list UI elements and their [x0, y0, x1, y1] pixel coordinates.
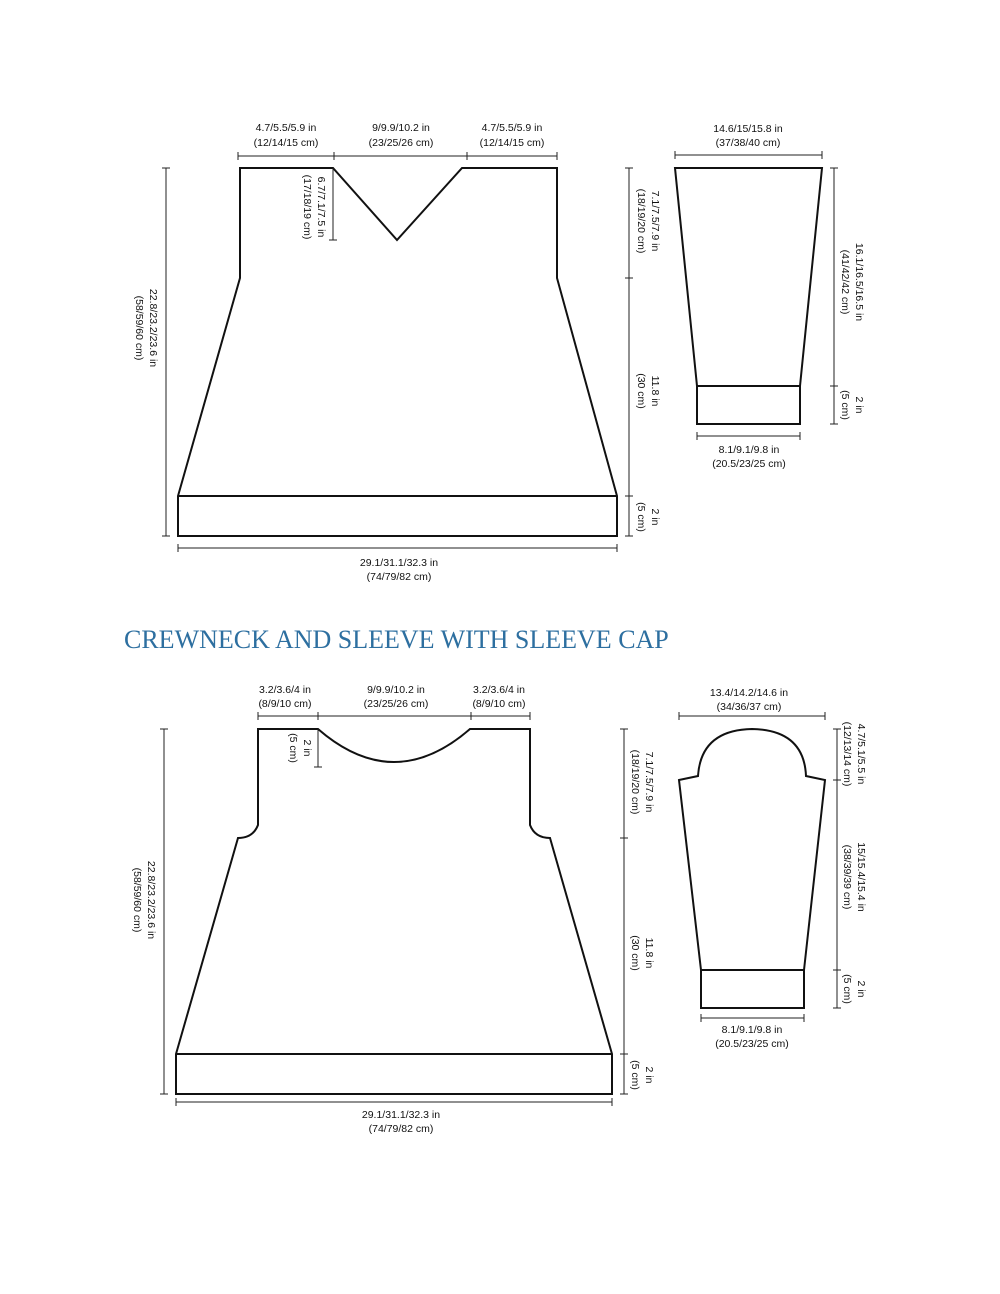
crew-sleeve-length-in: 15/15.4/15.4 in [855, 842, 867, 912]
crew-sleeve-top-cm: (34/36/37 cm) [716, 701, 782, 713]
crew-sleeve-top-in: 13.4/14.2/14.6 in [709, 687, 789, 699]
crew-cap-height-cm: (12/13/14 cm) [841, 721, 853, 787]
vneck-sleeve-top-line [675, 151, 822, 159]
crew-sleeve-length-cm: (38/39/39 cm) [841, 844, 853, 910]
vneck-neck-depth-in: 6.7/7.1/7.5 in [315, 176, 327, 238]
crew-cap-height-in: 4.7/5.1/5.5 in [855, 723, 867, 785]
vneck-top-dimension-line [238, 152, 557, 160]
crew-shoulder-right-in: 3.2/3.6/4 in [473, 684, 525, 696]
crew-rib-height-cm: (5 cm) [629, 1060, 641, 1090]
crew-cuff-width-cm: (20.5/23/25 cm) [715, 1038, 789, 1050]
crew-total-length-line [160, 729, 168, 1094]
vneck-sleeve-right-line [830, 168, 838, 424]
crew-neck-depth-line [314, 729, 322, 767]
crew-cuff-width-line [701, 1014, 804, 1022]
vneck-neck-width-in: 9/9.9/10.2 in [372, 122, 430, 134]
crew-neck-depth-in: 2 in [301, 739, 313, 757]
crew-bottom-width-line [176, 1098, 612, 1106]
vneck-shoulder-right-cm: (12/14/15 cm) [479, 137, 545, 149]
vneck-sleeve-top-cm: (37/38/40 cm) [715, 137, 781, 149]
crew-neck-depth-cm: (5 cm) [287, 733, 299, 763]
crew-top-dimension-line [258, 712, 530, 720]
crew-armhole-depth-cm: (18/19/20 cm) [629, 749, 641, 815]
crew-body-length-in: 11.8 in [643, 937, 655, 969]
crew-total-length-in: 22.8/23.2/23.6 in [145, 860, 157, 940]
vneck-total-length-in: 22.8/23.2/23.6 in [147, 288, 159, 368]
crew-sleeve-top-line [679, 712, 825, 720]
vneck-body-length-cm: (30 cm) [635, 373, 647, 409]
vneck-bottom-width-cm: (74/79/82 cm) [366, 571, 432, 583]
vneck-neck-depth-cm: (17/18/19 cm) [301, 174, 313, 240]
crew-neck-width-cm: (23/25/26 cm) [363, 698, 429, 710]
section-title: CREWNECK AND SLEEVE WITH SLEEVE CAP [124, 625, 669, 654]
vneck-cuff-width-line [697, 432, 800, 440]
crew-sleeve [679, 729, 825, 1008]
vneck-armhole-depth-in: 7.1/7.5/7.9 in [649, 190, 661, 252]
vneck-rib-height-in: 2 in [649, 508, 661, 526]
crew-shoulder-left-in: 3.2/3.6/4 in [259, 684, 311, 696]
crew-body [176, 729, 612, 1094]
vneck-body [178, 168, 617, 536]
vneck-shoulder-left-in: 4.7/5.5/5.9 in [255, 122, 317, 134]
vneck-neck-width-cm: (23/25/26 cm) [368, 137, 434, 149]
crew-cuff-height-cm: (5 cm) [841, 974, 853, 1004]
vneck-neck-depth-line [329, 168, 337, 240]
vneck-cuff-height-in: 2 in [853, 396, 865, 414]
crew-bottom-width-in: 29.1/31.1/32.3 in [361, 1109, 441, 1121]
vneck-total-length-cm: (58/59/60 cm) [133, 295, 145, 361]
vneck-shoulder-right-in: 4.7/5.5/5.9 in [481, 122, 543, 134]
crew-total-length-cm: (58/59/60 cm) [131, 867, 143, 933]
crew-bottom-width-cm: (74/79/82 cm) [368, 1123, 434, 1135]
vneck-cuff-width-cm: (20.5/23/25 cm) [712, 458, 786, 470]
vneck-sleeve [675, 168, 822, 424]
vneck-right-dimension-line [625, 168, 633, 536]
vneck-cuff-width-in: 8.1/9.1/9.8 in [718, 444, 780, 456]
crew-shoulder-right-cm: (8/9/10 cm) [472, 698, 526, 710]
crew-cuff-height-in: 2 in [855, 980, 867, 998]
crew-armhole-depth-in: 7.1/7.5/7.9 in [643, 751, 655, 813]
vneck-total-length-line [162, 168, 170, 536]
vneck-armhole-depth-cm: (18/19/20 cm) [635, 188, 647, 254]
vneck-sleeve-length-cm: (41/42/42 cm) [839, 249, 851, 315]
crew-body-length-cm: (30 cm) [629, 935, 641, 971]
crew-shoulder-left-cm: (8/9/10 cm) [258, 698, 312, 710]
vneck-cuff-height-cm: (5 cm) [839, 390, 851, 420]
vneck-body-length-in: 11.8 in [649, 375, 661, 407]
crew-sleeve-right-line [833, 729, 841, 1008]
crew-rib-height-in: 2 in [643, 1066, 655, 1084]
vneck-shoulder-left-cm: (12/14/15 cm) [253, 137, 319, 149]
vneck-bottom-width-line [178, 544, 617, 552]
vneck-sleeve-top-in: 14.6/15/15.8 in [713, 123, 783, 135]
crew-neck-width-in: 9/9.9/10.2 in [367, 684, 425, 696]
crew-right-dimension-line [620, 729, 628, 1094]
crew-cuff-width-in: 8.1/9.1/9.8 in [721, 1024, 783, 1036]
vneck-rib-height-cm: (5 cm) [635, 502, 647, 532]
vneck-sleeve-length-in: 16.1/16.5/16.5 in [853, 242, 865, 322]
vneck-bottom-width-in: 29.1/31.1/32.3 in [359, 557, 439, 569]
